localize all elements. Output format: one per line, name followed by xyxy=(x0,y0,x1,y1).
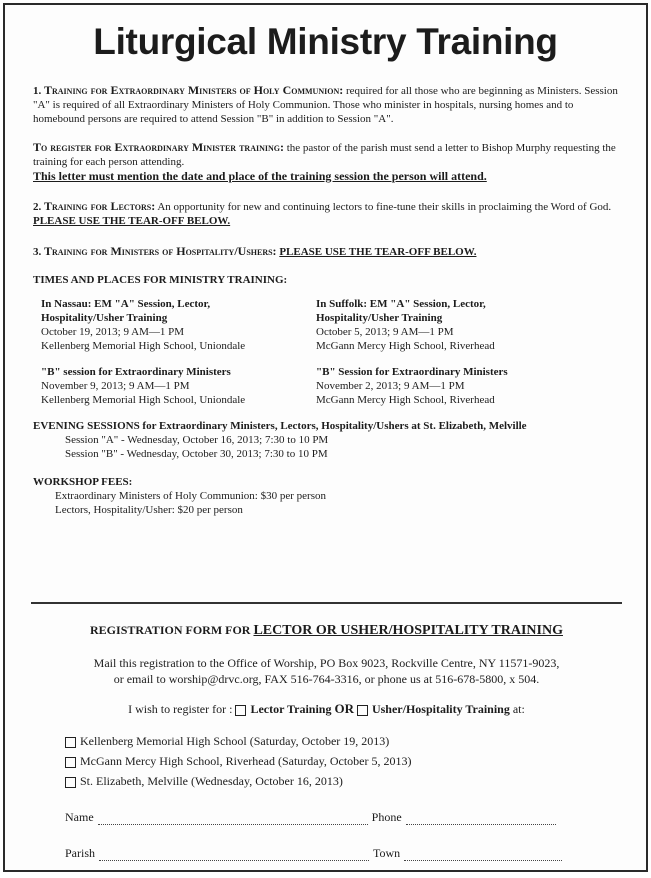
name-label: Name xyxy=(65,810,94,824)
section-2-number: 2. xyxy=(33,201,42,213)
nassau-place: Kellenberg Memorial High School, Uniondale xyxy=(41,340,246,352)
nassau-column xyxy=(41,297,316,419)
section-3-emphasis: PLEASE USE THE TEAR-OFF BELOW. xyxy=(279,246,477,258)
nassau-subheading: Hospitality/Usher Training xyxy=(41,312,168,324)
form-title xyxy=(31,622,622,639)
register-emphasis: This letter must mention the date and place of the training session the person will attend. xyxy=(33,169,487,183)
suffolk-b-block xyxy=(316,365,591,407)
wish-prefix: I wish to register for : xyxy=(128,702,233,716)
location-2-checkbox[interactable] xyxy=(65,757,76,768)
nassau-b-date: November 9, 2013; 9 AM—1 PM xyxy=(41,380,190,392)
nassau-b-block xyxy=(41,365,316,407)
suffolk-b-heading: "B" Session for Extraordinary Ministers xyxy=(316,366,508,378)
usher-option-label: Usher/Hospitality Training xyxy=(371,702,510,716)
section-2-text: An opportunity for new and continuing lectors to fine-tune their skills in proclaiming the Word of God. xyxy=(157,201,612,213)
name-phone-row xyxy=(65,809,622,825)
location-option-3[interactable] xyxy=(65,771,622,791)
suffolk-subheading: Hospitality/Usher Training xyxy=(316,312,443,324)
registration-form xyxy=(31,622,622,861)
wish-line xyxy=(31,701,622,717)
section-3-heading: Training for Ministers of Hospitality/Ushers: xyxy=(44,244,277,258)
parish-field[interactable] xyxy=(99,850,369,861)
form-title-main: LECTOR OR USHER/HOSPITALITY TRAINING xyxy=(253,623,563,638)
parish-town-row xyxy=(65,845,622,861)
register-text: the pastor of the parish must send a letter to Bishop Murphy requesting the training for each person attending. xyxy=(33,142,616,168)
suffolk-b-date: November 2, 2013; 9 AM—1 PM xyxy=(316,380,465,392)
mail-line-2: or email to worship@drvc.org, FAX 516-764-3316, or phone us at 516-678-5800, x 504. xyxy=(113,672,540,686)
town-label: Town xyxy=(373,846,401,860)
suffolk-b-place: McGann Mercy High School, Riverhead xyxy=(316,394,495,406)
section-1-heading: Training for Extraordinary Ministers of Holy Communion: xyxy=(44,83,344,97)
town-field[interactable] xyxy=(404,850,562,861)
nassau-b-place: Kellenberg Memorial High School, Uniondale xyxy=(41,394,246,406)
location-2-label: McGann Mercy High School, Riverhead (Saturday, October 5, 2013) xyxy=(80,754,412,768)
register-heading: To register for Extraordinary Minister training: xyxy=(33,140,284,154)
or-word: OR xyxy=(334,701,354,716)
nassau-b-heading: "B" session for Extraordinary Ministers xyxy=(41,366,231,378)
suffolk-a-block xyxy=(316,297,591,353)
fees-heading: WORKSHOP FEES: xyxy=(33,476,133,488)
usher-checkbox[interactable] xyxy=(357,705,368,716)
location-3-label: St. Elizabeth, Melville (Wednesday, October 16, 2013) xyxy=(80,774,343,788)
phone-label: Phone xyxy=(371,810,402,824)
location-1-label: Kellenberg Memorial High School (Saturday, October 19, 2013) xyxy=(80,734,390,748)
mail-line-1: Mail this registration to the Office of Worship, PO Box 9023, Rockville Centre, NY 11571-9023, xyxy=(93,656,560,670)
wish-suffix: at: xyxy=(512,702,525,716)
document-page xyxy=(3,3,648,872)
suffolk-heading: In Suffolk: EM "A" Session, Lector, xyxy=(316,298,486,310)
evening-session-b: Session "B" - Wednesday, October 30, 2013; 7:30 to 10 PM xyxy=(65,448,328,460)
page-title: Liturgical Ministry Training xyxy=(93,21,558,62)
register-paragraph xyxy=(33,140,626,169)
phone-field[interactable] xyxy=(406,814,556,825)
locations-grid xyxy=(33,297,626,419)
section-2-emphasis: PLEASE USE THE TEAR-OFF BELOW. xyxy=(33,215,231,227)
suffolk-date: October 5, 2013; 9 AM—1 PM xyxy=(316,326,454,338)
nassau-a-block xyxy=(41,297,316,353)
section-1 xyxy=(33,83,626,126)
lector-checkbox[interactable] xyxy=(235,705,246,716)
lector-option-label: Lector Training xyxy=(250,702,332,716)
nassau-date: October 19, 2013; 9 AM—1 PM xyxy=(41,326,184,338)
evening-session-a: Session "A" - Wednesday, October 16, 2013; 7:30 to 10 PM xyxy=(65,434,329,446)
location-1-checkbox[interactable] xyxy=(65,737,76,748)
fee-lectors: Lectors, Hospitality/Usher: $20 per person xyxy=(55,504,243,516)
section-3 xyxy=(33,244,626,259)
section-1-text: required for all those who are beginning as Ministers. Session "A" is required of all Extraordinary Ministers of Holy Communion. Those who minister in hospitals, nursing homes and to homebound persons are required to attend Session "B" in addition to Session "A". xyxy=(33,85,618,125)
location-option-1[interactable] xyxy=(65,731,622,751)
name-field[interactable] xyxy=(98,814,368,825)
section-2-heading: Training for Lectors: xyxy=(44,199,156,213)
tear-off-divider xyxy=(31,602,622,604)
training-info xyxy=(33,83,626,517)
section-3-number: 3. xyxy=(33,246,42,258)
evening-heading: EVENING SESSIONS for Extraordinary Ministers, Lectors, Hospitality/Ushers at St. Elizabeth, Melville xyxy=(33,420,527,432)
nassau-heading: In Nassau: EM "A" Session, Lector, xyxy=(41,298,211,310)
form-title-prefix: REGISTRATION FORM FOR xyxy=(90,623,251,637)
suffolk-place: McGann Mercy High School, Riverhead xyxy=(316,340,495,352)
suffolk-column xyxy=(316,297,591,419)
fee-em: Extraordinary Ministers of Holy Communion: $30 per person xyxy=(55,490,326,502)
times-heading: TIMES AND PLACES FOR MINISTRY TRAINING: xyxy=(33,274,288,286)
location-3-checkbox[interactable] xyxy=(65,777,76,788)
location-options xyxy=(65,731,622,791)
parish-label: Parish xyxy=(65,846,95,860)
section-1-number: 1. xyxy=(33,85,42,97)
section-2 xyxy=(33,199,626,228)
location-option-2[interactable] xyxy=(65,751,622,771)
